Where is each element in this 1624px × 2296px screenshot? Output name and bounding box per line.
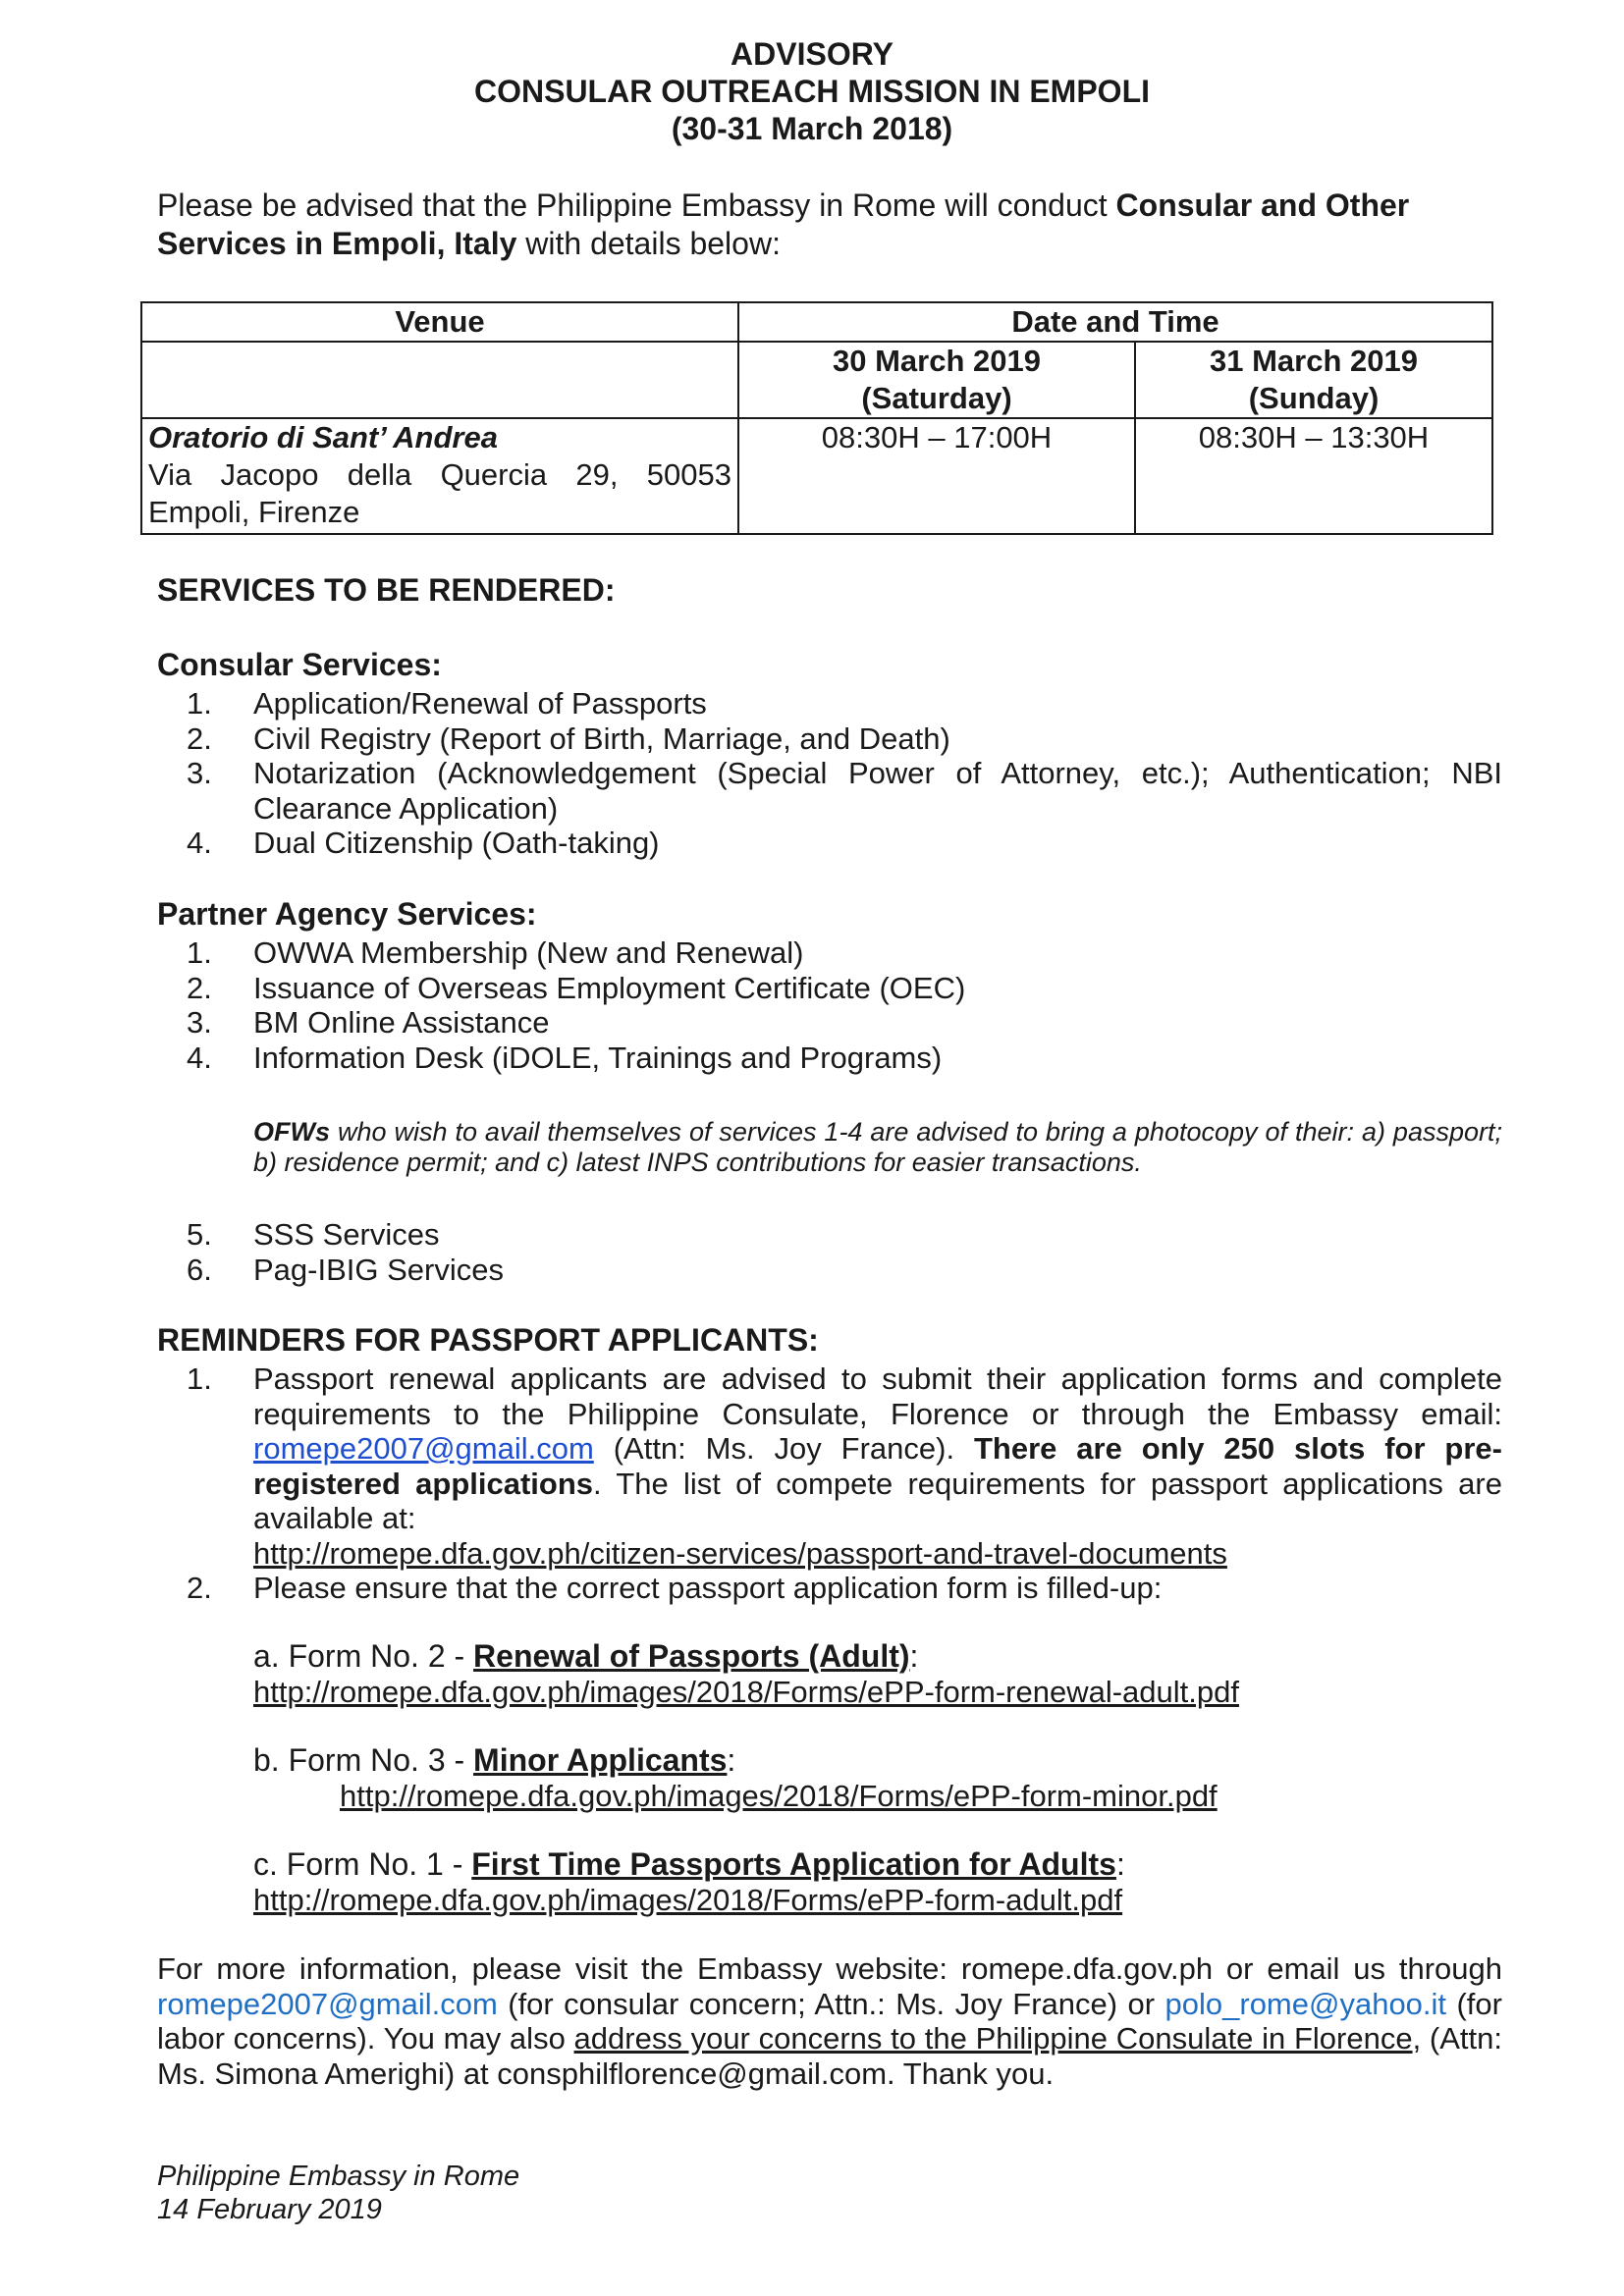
consular-heading: Consular Services: — [157, 647, 442, 682]
partner-list-continued — [157, 1217, 1502, 1287]
venue-cell — [141, 418, 738, 534]
intro-bold: Consular and Other Services in Empoli, Italy — [157, 187, 1410, 261]
form-b-title: Minor Applicants — [473, 1742, 728, 1778]
form-a-title: Renewal of Passports (Adult) — [473, 1638, 910, 1674]
embassy-email-link[interactable]: romepe2007@gmail.com — [253, 1431, 594, 1466]
table-row — [141, 418, 1492, 534]
venue-address-line-2: Empoli, Firenze — [148, 495, 360, 529]
list-item: 1. OWWA Membership (New and Renewal) — [187, 935, 804, 970]
footer-sender: Philippine Embassy in Rome — [157, 2161, 520, 2192]
signature-block — [157, 2160, 1502, 2226]
consular-list — [157, 686, 1502, 861]
list-item: 1. Passport renewal applicants are advised to submit their application forms and complete requirements to the Philippine Consulate, Florence or through the Embassy email: romepe2007@gmail.com (Attn: Ms. Joy France). There are only 250 slots for pre-registered applications. The list of compete requirements for passport applications are available at: http://romepe.dfa.gov.ph/citizen-services/passport-and-travel-documents — [187, 1362, 1502, 1571]
venue-column-header: Venue — [141, 302, 738, 342]
form-b: b. Form No. 3 - Minor Applicants: http://romepe.dfa.gov.ph/images/2018/Forms/ePP-form-minor.pdf — [253, 1742, 1218, 1813]
form-a: a. Form No. 2 - Renewal of Passports (Adult): http://romepe.dfa.gov.ph/images/2018/Forms/ePP-form-renewal-adult.pdf — [253, 1638, 1239, 1709]
list-item: 1. Application/Renewal of Passports — [187, 686, 707, 721]
requirements-url-link[interactable]: http://romepe.dfa.gov.ph/citizen-services/passport-and-travel-documents — [253, 1535, 1227, 1571]
day2-header: 31 March 2019 (Sunday) — [1135, 342, 1492, 418]
day1-time: 08:30H – 17:00H — [738, 418, 1135, 534]
list-item: 2. Civil Registry (Report of Birth, Marriage, and Death) — [187, 721, 950, 756]
table-header-row — [141, 302, 1492, 342]
form-c-title: First Time Passports Application for Adults — [471, 1846, 1116, 1882]
form-c-url-link[interactable]: http://romepe.dfa.gov.ph/images/2018/Forms/ePP-form-adult.pdf — [253, 1882, 1123, 1917]
list-item: 2. Issuance of Overseas Employment Certificate (OEC) — [187, 970, 966, 1005]
table-date-row — [141, 342, 1492, 418]
labor-email-link[interactable]: polo_rome@yahoo.it — [1164, 1986, 1447, 2021]
form-a-url-link[interactable]: http://romepe.dfa.gov.ph/images/2018/Forms/ePP-form-renewal-adult.pdf — [253, 1674, 1239, 1709]
list-item: 3. Notarization (Acknowledgement (Special Power of Attorney, etc.); Authentication; NBI Clearance Application) — [187, 756, 1502, 826]
advisory-title — [0, 35, 1624, 147]
day2-time: 08:30H – 13:30H — [1135, 418, 1492, 534]
venue-address-line-1: Via Jacopo della Quercia 29, 50053 — [148, 457, 731, 492]
venue-name: Oratorio di Sant’ Andrea — [148, 420, 498, 454]
list-item: 2. Please ensure that the correct passport application form is filled-up: — [187, 1571, 1163, 1605]
reminders-heading: REMINDERS FOR PASSPORT APPLICANTS: — [157, 1322, 819, 1358]
title-line-2: CONSULAR OUTREACH MISSION IN EMPOLI — [473, 74, 1150, 109]
footer-date: 14 February 2019 — [157, 2194, 382, 2225]
intro-paragraph: Please be advised that the Philippine Embassy in Rome will conduct Consular and Other Services in Empoli, Italy with details below: — [157, 187, 1410, 261]
list-item: 6. Pag-IBIG Services — [187, 1252, 504, 1287]
list-item: 4. Information Desk (iDOLE, Trainings and Programs) — [187, 1040, 943, 1075]
datetime-column-header: Date and Time — [738, 302, 1492, 342]
day1-header: 30 March 2019 (Saturday) — [738, 342, 1135, 418]
form-c: c. Form No. 1 - First Time Passports Application for Adults: http://romepe.dfa.gov.ph/images/2018/Forms/ePP-form-adult.pdf — [253, 1846, 1125, 1917]
services-heading: SERVICES TO BE RENDERED: — [157, 572, 616, 608]
partner-heading: Partner Agency Services: — [157, 896, 537, 932]
closing-paragraph: For more information, please visit the Embassy website: romepe.dfa.gov.ph or email us through romepe2007@gmail.com (for consular concern; Attn.: Ms. Joy France) or polo_rome@yahoo.it (for labor concerns). You may also address your concerns to the Philippine Consulate in Florence, (Attn: Ms. Simona Amerighi) at consphilflorence@gmail.com. Thank you. — [157, 1951, 1502, 2091]
form-b-url-link[interactable]: http://romepe.dfa.gov.ph/images/2018/Forms/ePP-form-minor.pdf — [340, 1778, 1218, 1813]
list-item: 3. BM Online Assistance — [187, 1005, 550, 1040]
title-line-1: ADVISORY — [731, 36, 893, 72]
schedule-table — [140, 301, 1493, 535]
list-item: 4. Dual Citizenship (Oath-taking) — [187, 826, 660, 860]
partner-list — [157, 935, 1502, 1075]
consulate-concerns-link: address your concerns to the Philippine Consulate in Florence — [573, 2021, 1413, 2056]
reminders-list — [157, 1362, 1502, 1606]
list-item: 5. SSS Services — [187, 1217, 440, 1252]
ofw-note: OFWs who wish to avail themselves of services 1-4 are advised to bring a photocopy of their: a) passport; b) residence permit; and c) latest INPS contributions for easier transactions. — [253, 1117, 1502, 1177]
title-line-3: (30-31 March 2018) — [671, 111, 953, 146]
consular-email-link[interactable]: romepe2007@gmail.com — [157, 1986, 498, 2021]
